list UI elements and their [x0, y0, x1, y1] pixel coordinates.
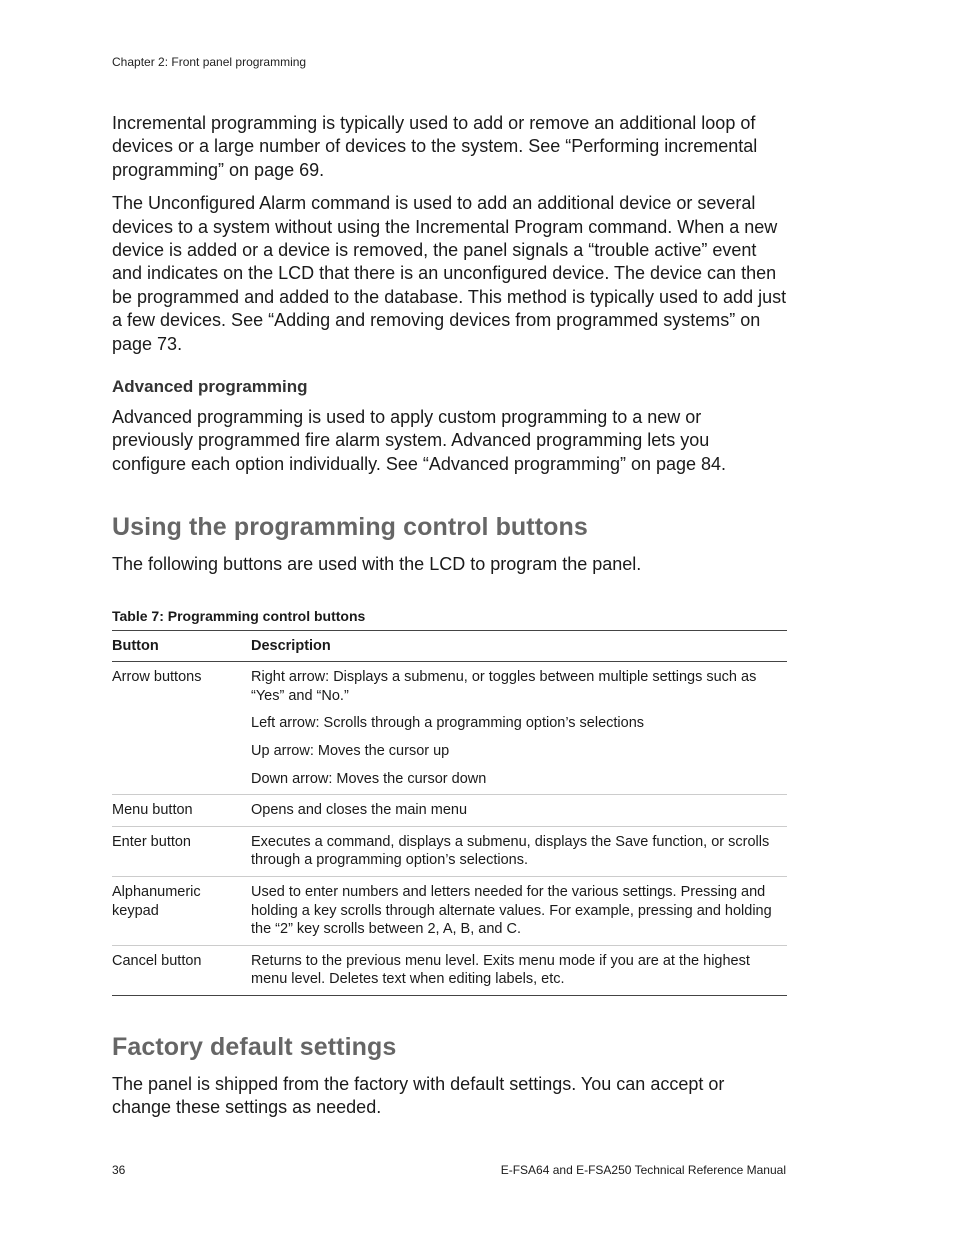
running-header: Chapter 2: Front panel programming: [112, 55, 307, 69]
description-cell: [251, 826, 787, 876]
description-line: Up arrow: Moves the cursor up: [251, 743, 450, 760]
table-row: [112, 795, 787, 827]
section-title-buttons: Using the programming control buttons: [112, 513, 588, 542]
subheading-advanced-programming: Advanced programming: [112, 377, 308, 397]
paragraph-incremental: Incremental programming is typically used to add or remove an additional loop of devices or a large number of devices to the system. See “Performing incremental programming” on page 69.: [112, 113, 758, 180]
description-line: Down arrow: Moves the cursor down: [251, 770, 487, 787]
section-intro-buttons: The following buttons are used with the LCD to program the panel.: [112, 554, 642, 575]
description-cell: [251, 662, 787, 795]
table-row: [112, 945, 787, 995]
button-cell: Alphanumeric keypad: [112, 877, 251, 946]
button-cell: Arrow buttons: [112, 662, 251, 795]
description-line: Returns to the previous menu level. Exits menu mode if you are at the highest menu level. Deletes text when editing labels, etc.: [251, 952, 750, 988]
manual-title: E-FSA64 and E-FSA250 Technical Reference Manual: [500, 1163, 786, 1177]
page-content: [112, 112, 787, 1130]
table-caption: Table 7: Programming control buttons: [112, 607, 366, 624]
description-cell: [251, 795, 787, 827]
description-line: Executes a command, displays a submenu, displays the Save function, or scrolls through a programming option’s selections.: [251, 833, 770, 869]
buttons-table: [112, 630, 787, 996]
description-line: Used to enter numbers and letters needed for the various settings. Pressing and holding a key scrolls through alternate values. For example, pressing and holding the “2” key scrolls between 2, A, B, and C.: [251, 884, 772, 938]
paragraph-unconfigured-alarm: The Unconfigured Alarm command is used to add an additional device or several devices to a system without using the Incremental Program command. When a new device is added or a device is removed, the panel signals a “trouble active” event and indicates on the LCD that there is an unconfigured device. The device can then be programmed and added to the database. This method is typically used to add just a few devices. See “Adding and removing devices from programmed systems” on page 73.: [112, 193, 787, 354]
button-cell: Enter button: [112, 826, 251, 876]
description-line: Left arrow: Scrolls through a programming option’s selections: [251, 715, 645, 732]
description-cell: [251, 945, 787, 995]
table-row: [112, 662, 787, 795]
column-header-button: Button: [112, 630, 251, 662]
section-title-factory: Factory default settings: [112, 1033, 397, 1061]
page-number: 36: [112, 1163, 126, 1177]
paragraph-advanced: Advanced programming is used to apply custom programming to a new or previously programmed fire alarm system. Advanced programming lets you configure each option individually. See “Advanced programming” on page 84.: [112, 407, 727, 474]
description-cell: [251, 877, 787, 946]
table-row: [112, 826, 787, 876]
table-row: [112, 877, 787, 946]
button-cell: Menu button: [112, 795, 251, 827]
description-line: Opens and closes the main menu: [251, 802, 468, 819]
description-line: Right arrow: Displays a submenu, or toggles between multiple settings such as “Yes” and “No.”: [251, 669, 757, 704]
table-header-row: [112, 630, 787, 662]
column-header-description: Description: [251, 630, 787, 662]
section-body-factory: The panel is shipped from the factory with default settings. You can accept or change these settings as needed.: [112, 1074, 725, 1118]
button-cell: Cancel button: [112, 945, 251, 995]
